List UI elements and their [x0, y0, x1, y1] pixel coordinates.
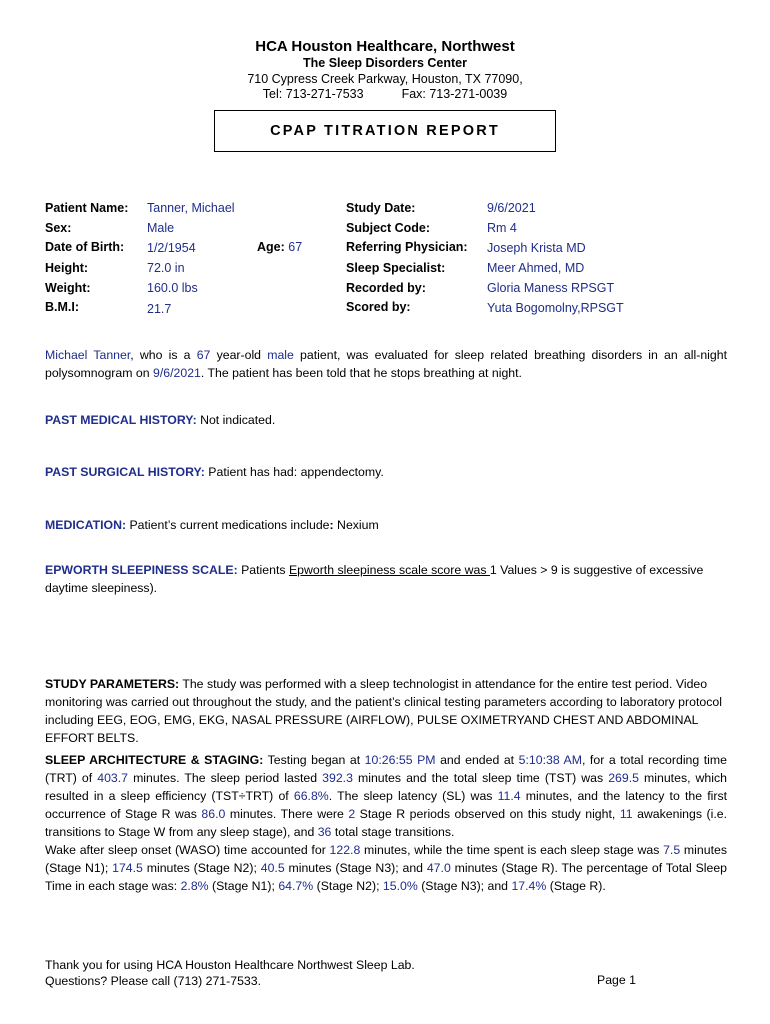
referring-physician-value: Joseph Krista MD	[487, 241, 586, 255]
recorded-by-value: Gloria Maness RPSGT	[487, 281, 615, 295]
report-title: CPAP TITRATION REPORT	[214, 110, 556, 152]
sleep-latency-value: 11.4	[497, 789, 521, 803]
waso-text: minutes, while the time spent is each sleep stage was	[360, 843, 664, 857]
sleep-specialist-value: Meer Ahmed, MD	[487, 261, 585, 275]
intro-age: 67	[196, 348, 211, 362]
study-parameters-text: The study was performed with a sleep technologist in attendance for the entire test period. Video monitoring was carried out throughout the study, and the patient’s clinical testing parameters according to laboratory protocol including EEG, EOG, EMG, EKG, NASAL PRESSURE (AIRFLOW), PULSE OXIMETRYAND CHEST AND ABDOMINAL EFFORT BELTS.	[45, 677, 722, 745]
architecture-text: Testing began at	[263, 753, 365, 767]
tst-value: 269.5	[608, 771, 639, 785]
height-value: 72.0 in	[147, 261, 185, 275]
epworth-score: 1	[489, 563, 497, 577]
epworth-text: Values > 9 is suggestive of excessive daytime sleepiness).	[45, 563, 704, 595]
address: 710 Cypress Creek Parkway, Houston, TX 77090,	[247, 72, 523, 86]
study-date-label: Study Date:	[346, 201, 416, 215]
n2-percent: 64.7%	[278, 879, 314, 893]
medication-value: Nexium	[333, 518, 379, 532]
n1-minutes: 7.5	[663, 843, 681, 857]
start-time: 10:26:55 PM	[364, 753, 436, 767]
epworth-scale	[45, 561, 727, 597]
psh-label: PAST SURGICAL HISTORY:	[45, 465, 205, 479]
waso-paragraph	[45, 841, 727, 895]
dob-value: 1/2/1954	[147, 241, 196, 255]
architecture-text: and ended at	[435, 753, 519, 767]
epworth-text: Patients	[237, 563, 289, 577]
waso-value: 122.8	[329, 843, 361, 857]
efficiency-value: 66.8%	[293, 789, 329, 803]
r-percent: 17.4%	[511, 879, 547, 893]
telephone: Tel: 713-271-7533	[262, 87, 364, 101]
architecture-text: minutes. The sleep period lasted	[128, 771, 323, 785]
architecture-text: minutes, and the latency to the first occurrence of Stage R was	[45, 789, 728, 821]
medication	[45, 516, 727, 534]
bmi-label: B.M.I:	[45, 300, 80, 314]
pmh-label: PAST MEDICAL HISTORY:	[45, 413, 197, 427]
architecture-label: SLEEP ARCHITECTURE & STAGING:	[45, 753, 264, 767]
center-name: The Sleep Disorders Center	[303, 56, 467, 70]
n1-percent: 2.8%	[180, 879, 209, 893]
intro-sex: male	[267, 348, 294, 362]
age-label: Age:	[257, 240, 285, 254]
intro-text: year-old	[210, 348, 268, 362]
medication-colon: :	[329, 518, 334, 532]
n2-minutes: 174.5	[112, 861, 143, 875]
end-time: 5:10:38 AM	[518, 753, 582, 767]
footer-questions: Questions? Please call (713) 271-7533.	[45, 974, 262, 988]
medication-label: MEDICATION:	[45, 518, 127, 532]
intro-text: patient, was evaluated for sleep related breathing disorders in an all-night polysomnogram on	[45, 348, 727, 380]
patient-name-label: Patient Name:	[45, 201, 129, 215]
study-parameters	[45, 675, 727, 747]
architecture-text: . The sleep latency (SL) was	[328, 789, 498, 803]
waso-text: (Stage N1);	[208, 879, 279, 893]
sex-value: Male	[147, 221, 175, 235]
footer-thanks: Thank you for using HCA Houston Healthcare Northwest Sleep Lab.	[45, 958, 415, 972]
dob-label: Date of Birth:	[45, 240, 125, 254]
fax: Fax: 713-271-0039	[401, 87, 508, 101]
pmh-text: Not indicated.	[196, 413, 276, 427]
architecture-text: awakenings (i.e. transitions to Stage W from any sleep stage), and	[45, 807, 727, 839]
waso-text: (Stage N3); and	[417, 879, 512, 893]
architecture-text: minutes, which resulted in a sleep efficiency (TST÷TRT) of	[45, 771, 727, 803]
intro-paragraph	[45, 346, 727, 382]
recorded-by-label: Recorded by:	[346, 281, 426, 295]
footer-note	[45, 957, 415, 989]
waso-text: Wake after sleep onset (WASO) time accounted for	[45, 843, 330, 857]
epworth-label: EPWORTH SLEEPINESS SCALE:	[45, 563, 238, 577]
age-value: 67	[288, 240, 303, 254]
trt-value: 403.7	[97, 771, 129, 785]
r-minutes: 47.0	[426, 861, 451, 875]
age-field	[257, 240, 302, 254]
architecture-text: total stage transitions.	[331, 825, 455, 839]
past-surgical-history	[45, 463, 727, 481]
contact-line	[0, 87, 770, 101]
transitions-value: 36	[317, 825, 332, 839]
page-number: Page 1	[597, 973, 636, 987]
scored-by-label: Scored by:	[346, 300, 411, 314]
past-medical-history	[45, 411, 727, 429]
sex-label: Sex:	[45, 221, 72, 235]
waso-text: minutes (Stage N3); and	[284, 861, 427, 875]
architecture-text: , for a total recording time (TRT) of	[45, 753, 728, 785]
subject-code-label: Subject Code:	[346, 221, 431, 235]
waso-text: minutes (Stage R). The percentage of Total Sleep Time in each stage was:	[45, 861, 728, 893]
intro-patient-name: Michael Tanner	[45, 348, 131, 362]
medication-text: Patient’s current medications include	[126, 518, 330, 532]
scored-by-value: Yuta Bogomolny,RPSGT	[487, 301, 624, 315]
waso-text: (Stage N2);	[313, 879, 383, 893]
rem-periods-value: 2	[348, 807, 356, 821]
intro-text: , who is a	[130, 348, 197, 362]
architecture-text: minutes and the total sleep time (TST) was	[352, 771, 609, 785]
intro-text: . The patient has been told that he stops breathing at night.	[200, 366, 522, 380]
patient-name-value: Tanner, Michael	[147, 201, 235, 215]
study-date-value: 9/6/2021	[487, 201, 536, 215]
waso-text: (Stage R).	[546, 879, 606, 893]
sleep-specialist-label: Sleep Specialist:	[346, 261, 446, 275]
weight-value: 160.0 lbs	[147, 281, 198, 295]
architecture-text: minutes. There were	[225, 807, 349, 821]
n3-percent: 15.0%	[382, 879, 418, 893]
waso-text: minutes (Stage N2);	[142, 861, 261, 875]
intro-study-date: 9/6/2021	[153, 366, 201, 380]
referring-physician-label: Referring Physician:	[346, 240, 468, 254]
architecture-text: Stage R periods observed on this study night,	[355, 807, 620, 821]
waso-text: minutes (Stage N1);	[45, 843, 727, 875]
rem-latency-value: 86.0	[201, 807, 226, 821]
sleep-architecture	[45, 751, 727, 841]
psh-text: Patient has had: appendectomy.	[204, 465, 384, 479]
bmi-value: 21.7	[147, 302, 172, 316]
subject-code-value: Rm 4	[487, 221, 517, 235]
epworth-underlined: Epworth sleepiness scale score was	[288, 563, 490, 577]
org-name: HCA Houston Healthcare, Northwest	[255, 38, 515, 55]
study-parameters-label: STUDY PARAMETERS:	[45, 677, 180, 691]
weight-label: Weight:	[45, 281, 91, 295]
n3-minutes: 40.5	[260, 861, 285, 875]
height-label: Height:	[45, 261, 89, 275]
awakenings-value: 11	[619, 807, 633, 821]
sleep-period-value: 392.3	[322, 771, 353, 785]
